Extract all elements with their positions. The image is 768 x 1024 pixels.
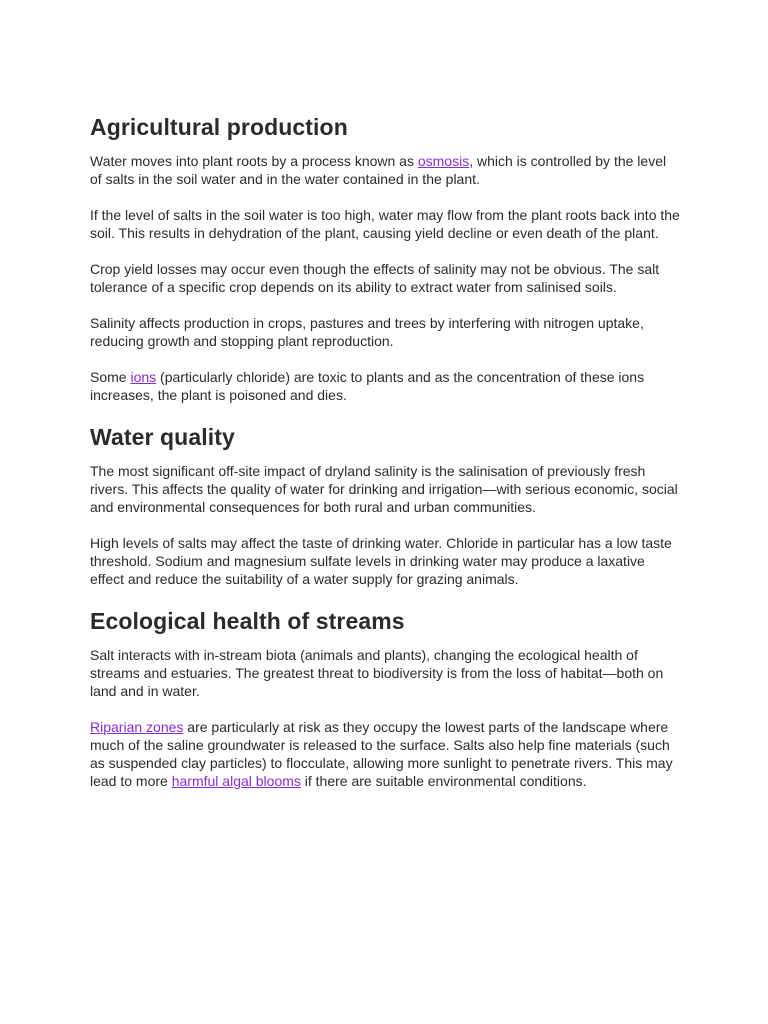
harmful-algal-blooms-link[interactable]: harmful algal blooms (171, 773, 301, 789)
paragraph: If the level of salts in the soil water is too high, water may flow from the plant roots back into the soil. This results in dehydration of the plant, causing yield decline or even death of the plant. (90, 207, 680, 241)
section-water-quality (90, 422, 680, 588)
ions-link[interactable]: ions (130, 369, 157, 385)
paragraph: Salt interacts with in-stream biota (animals and plants), changing the ecological health of streams and estuaries. The greatest threat to biodiversity is from the loss of habitat—both on land and in water. (90, 647, 664, 699)
osmosis-link[interactable]: osmosis (417, 153, 470, 169)
section-heading: Water quality (90, 424, 235, 450)
section-ecological-health (90, 606, 680, 790)
section-heading: Ecological health of streams (90, 608, 405, 634)
paragraph-text: are particularly at risk as they occupy the lowest parts of the landscape where much of the saline groundwater is released to the surface. Salts also help fine materials (such as suspended clay particles) to flocculate, allowing more sunlight to penetrate rivers. This may lead to more (90, 719, 673, 789)
paragraph-text: , which is controlled by the level of salts in the soil water and in the water contained in the plant. (90, 153, 667, 187)
section-agricultural-production (90, 112, 680, 404)
paragraph (90, 368, 680, 404)
paragraph: The most significant off-site impact of dryland salinity is the salinisation of previously fresh rivers. This affects the quality of water for drinking and irrigation—with serious economic, social and environmental consequences for both rural and urban communities. (90, 463, 678, 515)
paragraph: Crop yield losses may occur even though the effects of salinity may not be obvious. The salt tolerance of a specific crop depends on its ability to extract water from salinised soils. (90, 261, 660, 295)
riparian-zones-link[interactable]: Riparian zones (90, 719, 184, 735)
paragraph-text: if there are suitable environmental conditions. (300, 773, 587, 789)
section-heading: Agricultural production (90, 114, 348, 140)
paragraph-text: (particularly chloride) are toxic to plants and as the concentration of these ions increases, the plant is poisoned and dies. (90, 369, 645, 403)
paragraph-text: Some (90, 369, 131, 385)
paragraph: High levels of salts may affect the taste of drinking water. Chloride in particular has a low taste threshold. Sodium and magnesium sulfate levels in drinking water may produce a laxative effect and reduce the suitability of a water supply for grazing animals. (90, 535, 672, 587)
document-page (90, 112, 680, 808)
paragraph: Salinity affects production in crops, pastures and trees by interfering with nitrogen uptake, reducing growth and stopping plant reproduction. (90, 315, 644, 349)
paragraph-text: Water moves into plant roots by a process known as (90, 153, 418, 169)
paragraph (90, 152, 680, 188)
paragraph (90, 718, 680, 790)
